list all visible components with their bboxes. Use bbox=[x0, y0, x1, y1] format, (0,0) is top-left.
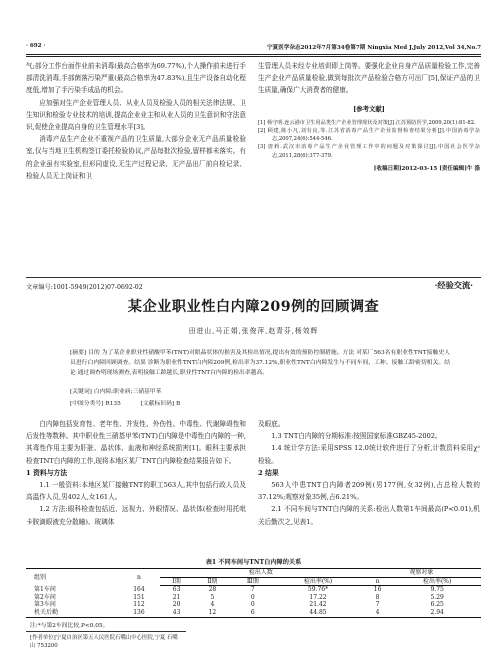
references-heading: [参考文献] bbox=[353, 104, 385, 113]
paragraph: 应加强对生产企业管理人员、从业人员及检验人员的相关法律法规、卫生知识和检验专业技术的培训,提高企业业主和从业人员的卫生意识和守法意识,促使企业提高自身的卫生管理水平[3]。 bbox=[26, 98, 246, 132]
table-cell: 4 bbox=[362, 609, 393, 617]
table-cell: 28 bbox=[208, 586, 217, 594]
table-title: 表1 不同车间与TNT白内障的关系 bbox=[205, 559, 302, 566]
table-cell: 第3车间 bbox=[34, 601, 56, 609]
paragraph: 白内障包括发育性、老年性、并发性、外伤性、中毒性、代谢障碍性和后发性等数种。其中职业性三硝基甲苯(TNT)白内障是中毒性白内障的一种,其毒性作用主要为肝脏、晶状体、血液和神经系统损害[1]。眼科主要承担检查TNT白内障的工作,现将本地区某厂TNT白内障检查结果报告如下。 bbox=[26, 420, 246, 465]
table-cell: 21 bbox=[172, 593, 181, 601]
table-cell: 6.25 bbox=[430, 601, 444, 609]
references-list bbox=[258, 119, 480, 160]
section-heading: 2 结果 bbox=[258, 468, 279, 477]
paragraph: 及眼底。 bbox=[258, 420, 285, 428]
sub-col-header: 检出率(%) bbox=[274, 577, 362, 586]
table-cell: 0 bbox=[250, 601, 255, 609]
table-cell: 6 bbox=[231, 609, 274, 617]
running-header bbox=[26, 42, 481, 54]
received-editor-line: [收稿日期]2012-03-15 [责任编辑]牛 涤 bbox=[373, 165, 480, 172]
sub-col-header: Ⅱ期 bbox=[193, 577, 231, 586]
results-table bbox=[26, 568, 481, 618]
table-cell: 63 bbox=[172, 586, 181, 594]
sub-col-header: 检出率(%) bbox=[393, 577, 481, 586]
prev-article-left-column bbox=[26, 60, 246, 182]
table-cell: 第1车间 bbox=[34, 585, 56, 593]
footnote-line: [作者单位]宁夏自治区第五人民医院石嘴山中心医院,宁夏 石嘴 bbox=[30, 635, 178, 641]
table-cell: 43 bbox=[160, 609, 193, 617]
header-rule-thin bbox=[26, 56, 481, 57]
article-separator bbox=[26, 277, 481, 278]
table-note: 注:*与第2车间比较,P<0.05。 bbox=[30, 623, 109, 629]
clc-number: [中图分类号] R135 bbox=[70, 401, 121, 407]
reference-item: [3] 唐莉.武汉市消毒产品生产企业管理工作中的问题及对策探讨[J].中国社会医学杂志,2011,28(6):377-379. bbox=[258, 144, 480, 159]
table-cell: 16 bbox=[373, 586, 382, 594]
table-cell: 136 bbox=[118, 609, 160, 617]
paragraph: 1.1 一般资料:本地区某厂接触TNT的职工563人,其中包括行政人员及高温作人员,男402人,女161人。 bbox=[26, 481, 246, 502]
keywords: [关键词] 白内障;职业病;三硝基甲苯 bbox=[70, 389, 162, 395]
table-cell: 8 bbox=[375, 593, 380, 601]
table-cell: 2.94 bbox=[393, 609, 481, 617]
col-n-header: n bbox=[118, 569, 160, 586]
table-cell: 4 bbox=[210, 601, 215, 609]
table-cell: 7 bbox=[375, 601, 380, 609]
reference-item: [2] 顾建,陈小凡,刘有良,等.江苏省消毒产品生产企业监督检查结果分析[J].中国消毒学杂志,2007,24(6):544-546. bbox=[258, 128, 480, 143]
paragraph: 1.2 方法:眼科检查包括近、远视力、外眼情况、晶状体(检查时用托吡卡胺滴眼液充分散瞳)、玻璃体 bbox=[26, 505, 246, 526]
sub-col-header: Ⅲ期 bbox=[231, 577, 274, 586]
table-cell: 7 bbox=[250, 586, 255, 594]
table-cell: 12 bbox=[193, 609, 231, 617]
sub-col-header: Ⅰ期 bbox=[160, 577, 193, 586]
article-number: 文章编号:1001-5949(2012)07-0692-02 bbox=[26, 284, 143, 291]
paragraph: 563人中患TNT白内障者209例(男177例,女32例),占总检人数的37.12%;观察对象35例,占6.21%。 bbox=[258, 481, 480, 502]
table-row bbox=[26, 594, 481, 602]
table-cell: 17.22 bbox=[309, 593, 327, 601]
article-title: 某企业职业性白内障209例的回顾调查 bbox=[127, 299, 380, 315]
article-authors: 田进山,马正娟,张俊萍,赵青芬,杨效辉 bbox=[188, 327, 319, 335]
table-cell: 20 bbox=[172, 601, 181, 609]
table-cell: 59.76* bbox=[307, 586, 329, 594]
header-rule bbox=[26, 54, 481, 55]
document-code: [文献标识码] B bbox=[140, 401, 181, 407]
paragraph: 气;部分工作台面作业前未消毒(最高合格率为69.77%),个人操作前未进行手部清洗消毒,手部菌落污染严重(最高合格率为47.83%),且生产设备自动化程度低,增加了手污染手成品的机会。 bbox=[26, 62, 246, 95]
table-cell: 164 bbox=[133, 585, 145, 593]
footnote-line: 山 753200 bbox=[30, 643, 58, 650]
table-cell: 112 bbox=[133, 601, 145, 609]
table-header-row bbox=[26, 569, 481, 578]
article-category: ·经验交流· bbox=[434, 280, 473, 290]
table-cell: 44.85 bbox=[274, 609, 362, 617]
table-row bbox=[26, 601, 481, 609]
table-row bbox=[26, 586, 481, 594]
col-group-header: 组别 bbox=[26, 569, 118, 586]
section-heading: 1 资料与方法 bbox=[26, 468, 68, 477]
body-left-column bbox=[26, 418, 246, 528]
classification-line bbox=[70, 399, 450, 409]
paragraph: 生管理人员未经专业培训即上岗等。要强化企业自身产品质量检验工作,完善生产企业产品质量检验,做到每批次产品检验合格方可出厂[5],保证产品的卫生质量,确保广大消费者的健康。 bbox=[258, 62, 480, 95]
table-cell: 21.42 bbox=[309, 601, 327, 609]
footnote-rule bbox=[26, 631, 186, 632]
author-affiliation-footnote bbox=[30, 634, 250, 651]
journal-citation: 宁夏医学杂志2012年7月第34卷第7期 Ningxia Med J,July 2012,Vol 34,No.7 bbox=[267, 45, 481, 51]
col-obs-header: 观察对象 bbox=[362, 569, 481, 578]
table-cell: 9.75 bbox=[430, 586, 444, 594]
paragraph: 1.3 TNT白内障的分期标准:按照国家标准GBZ45-2002。 bbox=[271, 432, 442, 441]
table-row bbox=[26, 609, 481, 617]
sub-col-header: n bbox=[362, 577, 393, 586]
col-detect-header: 检出人数 bbox=[160, 569, 362, 578]
table-cell: 0 bbox=[250, 593, 255, 601]
table-cell: 5.29 bbox=[430, 593, 444, 601]
paragraph: 2.1 不同车间与TNT白内障的关系:检出人数第1车间最高(P<0.01),机关后勤次之,见表1。 bbox=[258, 505, 480, 526]
body-right-column bbox=[258, 418, 480, 528]
prev-article-right-column bbox=[258, 60, 480, 175]
abstract: [摘要] 目的 为了某企业职业性硝酸甲苯(TNT)对眼晶状体的损害及其检出情况,提出有效的预防控制措施。方法 对某厂563名有职业性TNT接触史人员进行白内障回顾调查。结果 诊断为职业性TNT白内障209例,检出率为37.12%,职业性TNT白内障发生与不同车间、工种、接触工龄密切相关。结论 通过调查明现场测查,表明接触工龄越长,职业性TNT白内障的检出率越高。 bbox=[70, 350, 450, 377]
reference-item: [1] 杨守明.连云港市卫生用品类生产企业管理现状及对策[J].江苏预防医学,2009,20(1):81-82. bbox=[258, 119, 476, 126]
page-number: · 692 · bbox=[26, 43, 46, 49]
paragraph: 消毒产品生产企业不重视产品的卫生质量,大部分企业无产品质量检验室,仅与当地卫生机构签订委托检验协议,产品每批次检验,留样都未落实。有的企业虽有实验室,但形同虚设,无生产过程记录、无产品出厂前自检记录、检验人员无上岗证和卫 bbox=[26, 135, 246, 180]
table-cell: 第2车间 bbox=[34, 593, 56, 601]
paragraph: 1.4 统计学方法:采用SPSS 12.0统计软件进行了分析,计数资料采用χ²检验。 bbox=[258, 444, 480, 465]
table-cell: 机关后勤 bbox=[26, 609, 118, 617]
table-cell: 5 bbox=[210, 593, 215, 601]
table-cell: 151 bbox=[133, 593, 145, 601]
